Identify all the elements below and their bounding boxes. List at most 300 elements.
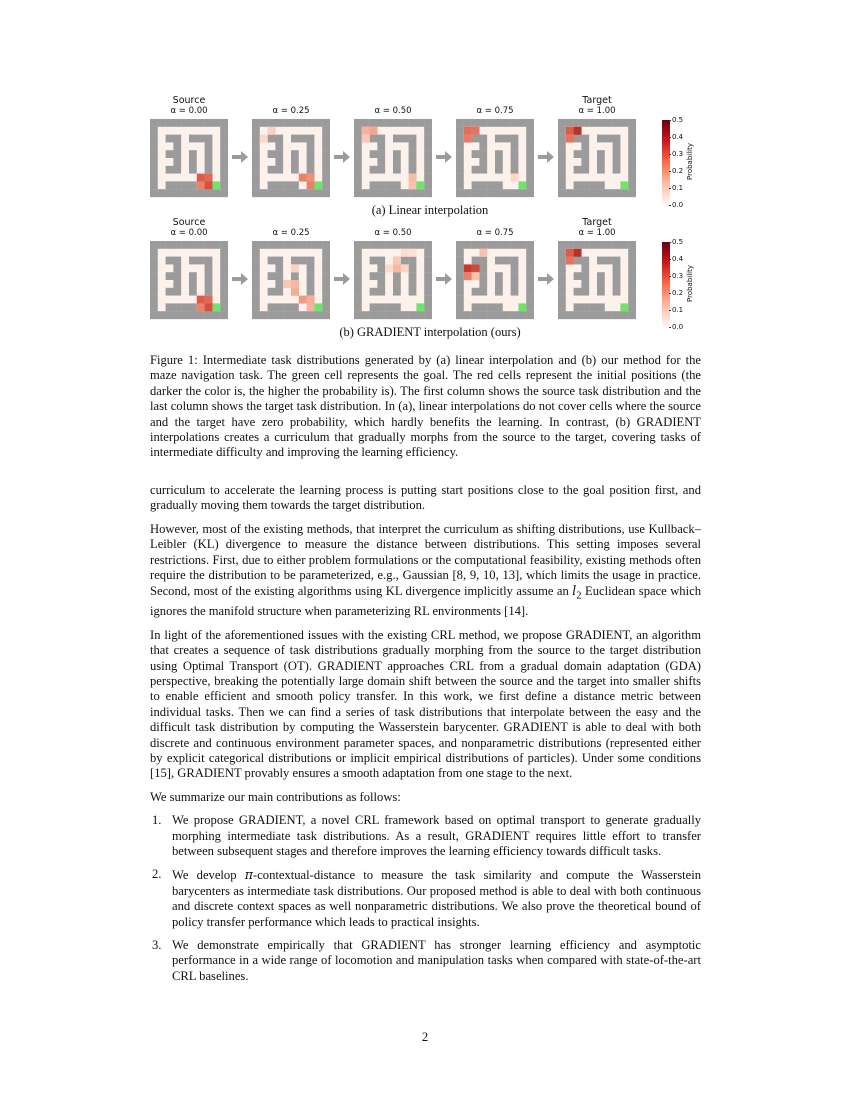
- maze-cell: [314, 257, 322, 265]
- maze-cell: [299, 303, 307, 311]
- maze-grid: [252, 240, 330, 320]
- maze-wall: [511, 142, 519, 150]
- maze-wall: [385, 311, 393, 319]
- maze-wall: [456, 189, 464, 197]
- maze-wall: [212, 311, 220, 319]
- maze-wall: [205, 135, 213, 143]
- maze-wall: [173, 264, 181, 272]
- goal-cell: [620, 303, 628, 311]
- maze-wall: [370, 311, 378, 319]
- maze-cell: [472, 249, 480, 257]
- panel-header: Target: [582, 217, 612, 228]
- maze-cell: [401, 142, 409, 150]
- maze-wall: [189, 272, 197, 280]
- maze-wall: [597, 288, 605, 296]
- list-number: 3.: [152, 938, 162, 953]
- maze-cell: [314, 296, 322, 304]
- maze-wall: [409, 257, 417, 265]
- maze-wall: [291, 181, 299, 189]
- start-probability-cell: [401, 264, 409, 272]
- maze-wall: [354, 288, 362, 296]
- maze-cell: [605, 158, 613, 166]
- maze-wall: [252, 166, 260, 174]
- maze-cell: [197, 127, 205, 135]
- maze-cell: [511, 249, 519, 257]
- maze-wall: [354, 166, 362, 174]
- list-number: 2.: [152, 867, 162, 882]
- maze-wall: [589, 241, 597, 249]
- maze-wall: [299, 119, 307, 127]
- maze-wall: [464, 189, 472, 197]
- maze-wall: [558, 272, 566, 280]
- maze-wall: [385, 189, 393, 197]
- maze-cell: [605, 296, 613, 304]
- maze-cell: [503, 264, 511, 272]
- maze-cell: [197, 166, 205, 174]
- maze-cell: [620, 135, 628, 143]
- maze-cell: [605, 288, 613, 296]
- maze-wall: [197, 257, 205, 265]
- maze-wall: [205, 241, 213, 249]
- maze-wall: [166, 303, 174, 311]
- maze-cell: [377, 296, 385, 304]
- start-probability-cell: [291, 264, 299, 272]
- maze-wall: [370, 257, 378, 265]
- maze-cell: [566, 142, 574, 150]
- maze-wall: [205, 264, 213, 272]
- maze-wall: [464, 241, 472, 249]
- maze-wall: [511, 288, 519, 296]
- maze-wall: [597, 135, 605, 143]
- start-probability-cell: [307, 296, 315, 304]
- maze-cell: [503, 181, 511, 189]
- maze-wall: [479, 303, 487, 311]
- maze-cell: [173, 296, 181, 304]
- maze-wall: [322, 249, 330, 257]
- colorbar-tick: 0.2: [672, 167, 684, 175]
- start-probability-cell: [566, 127, 574, 135]
- maze-cell: [385, 296, 393, 304]
- goal-cell: [620, 181, 628, 189]
- maze-wall: [628, 311, 636, 319]
- maze-cell: [409, 296, 417, 304]
- maze-cell: [416, 257, 424, 265]
- maze-cell: [464, 296, 472, 304]
- maze-wall: [173, 181, 181, 189]
- maze-cell: [574, 174, 582, 182]
- maze-cell: [416, 174, 424, 182]
- start-probability-cell: [409, 174, 417, 182]
- maze-wall: [268, 272, 276, 280]
- maze-cell: [212, 127, 220, 135]
- maze-cell: [581, 296, 589, 304]
- maze-cell: [472, 280, 480, 288]
- maze-wall: [307, 189, 315, 197]
- maze-wall: [252, 135, 260, 143]
- maze-wall: [377, 166, 385, 174]
- contributions-list: [150, 813, 701, 984]
- maze-wall: [511, 166, 519, 174]
- maze-cell: [518, 272, 526, 280]
- maze-cell: [260, 272, 268, 280]
- maze-wall: [566, 119, 574, 127]
- maze-wall: [456, 288, 464, 296]
- maze-wall: [189, 189, 197, 197]
- maze-cell: [464, 181, 472, 189]
- maze-wall: [354, 119, 362, 127]
- maze-wall: [307, 142, 315, 150]
- maze-cell: [260, 166, 268, 174]
- maze-wall: [252, 127, 260, 135]
- maze-wall: [424, 142, 432, 150]
- maze-cell: [503, 296, 511, 304]
- maze-wall: [424, 296, 432, 304]
- maze-wall: [275, 119, 283, 127]
- maze-wall: [150, 158, 158, 166]
- colorbar-tick: 0.3: [672, 272, 684, 280]
- maze-wall: [189, 150, 197, 158]
- maze-wall: [479, 181, 487, 189]
- maze-cell: [158, 296, 166, 304]
- arrow-icon: [232, 151, 248, 163]
- maze-wall: [197, 189, 205, 197]
- maze-cell: [605, 142, 613, 150]
- start-probability-cell: [479, 249, 487, 257]
- maze-cell: [401, 303, 409, 311]
- maze-cell: [362, 296, 370, 304]
- maze-wall: [370, 166, 378, 174]
- maze-wall: [456, 127, 464, 135]
- maze-wall: [150, 296, 158, 304]
- maze-cell: [503, 288, 511, 296]
- maze-wall: [424, 241, 432, 249]
- maze-cell: [495, 127, 503, 135]
- maze-wall: [370, 241, 378, 249]
- maze-wall: [526, 296, 534, 304]
- maze-wall: [628, 241, 636, 249]
- maze-wall: [291, 135, 299, 143]
- maze-cell: [503, 249, 511, 257]
- maze-cell: [597, 142, 605, 150]
- maze-wall: [166, 189, 174, 197]
- maze-wall: [189, 135, 197, 143]
- maze-wall: [268, 150, 276, 158]
- maze-grid: [558, 240, 636, 320]
- maze-wall: [479, 257, 487, 265]
- maze-wall: [558, 150, 566, 158]
- maze-cell: [268, 264, 276, 272]
- maze-wall: [597, 272, 605, 280]
- maze-cell: [173, 174, 181, 182]
- maze-wall: [581, 150, 589, 158]
- maze-wall: [495, 189, 503, 197]
- maze-cell: [212, 166, 220, 174]
- maze-cell: [212, 150, 220, 158]
- maze-cell: [518, 296, 526, 304]
- maze-wall: [377, 311, 385, 319]
- maze-cell: [197, 280, 205, 288]
- maze-wall: [597, 241, 605, 249]
- maze-wall: [158, 119, 166, 127]
- maze-wall: [456, 158, 464, 166]
- maze-wall: [252, 150, 260, 158]
- maze-wall: [574, 166, 582, 174]
- maze-wall: [393, 166, 401, 174]
- maze-cell: [393, 296, 401, 304]
- maze-wall: [495, 158, 503, 166]
- maze-wall: [589, 189, 597, 197]
- maze-wall: [189, 166, 197, 174]
- maze-wall: [526, 280, 534, 288]
- start-probability-cell: [472, 127, 480, 135]
- maze-wall: [409, 272, 417, 280]
- maze-cell: [464, 158, 472, 166]
- maze-cell: [589, 257, 597, 265]
- maze-wall: [581, 311, 589, 319]
- maze-wall: [173, 135, 181, 143]
- maze-wall: [472, 257, 480, 265]
- maze-cell: [275, 174, 283, 182]
- maze-wall: [220, 296, 228, 304]
- maze-cell: [605, 127, 613, 135]
- maze-wall: [511, 264, 519, 272]
- maze-cell: [503, 166, 511, 174]
- maze-cell: [385, 257, 393, 265]
- maze-cell: [613, 127, 621, 135]
- maze-wall: [558, 264, 566, 272]
- maze-wall: [299, 311, 307, 319]
- maze-cell: [385, 249, 393, 257]
- panel-alpha: α = 0.50: [374, 228, 412, 238]
- maze-cell: [605, 166, 613, 174]
- maze-cell: [189, 174, 197, 182]
- maze-cell: [464, 150, 472, 158]
- maze-cell: [416, 280, 424, 288]
- goal-cell: [212, 303, 220, 311]
- maze-wall: [362, 189, 370, 197]
- maze-wall: [613, 288, 621, 296]
- maze-wall: [307, 135, 315, 143]
- maze-wall: [370, 135, 378, 143]
- panel-header: [252, 218, 330, 228]
- maze-wall: [307, 280, 315, 288]
- maze-cell: [181, 288, 189, 296]
- maze-wall: [456, 150, 464, 158]
- maze-wall: [354, 272, 362, 280]
- maze-cell: [487, 158, 495, 166]
- maze-wall: [377, 142, 385, 150]
- maze-wall: [220, 241, 228, 249]
- maze-cell: [370, 142, 378, 150]
- maze-cell: [495, 296, 503, 304]
- maze-wall: [574, 257, 582, 265]
- goal-cell: [518, 303, 526, 311]
- maze-cell: [291, 127, 299, 135]
- maze-cell: [275, 249, 283, 257]
- maze-wall: [354, 174, 362, 182]
- start-probability-cell: [260, 135, 268, 143]
- maze-cell: [158, 166, 166, 174]
- maze-wall: [409, 158, 417, 166]
- maze-cell: [385, 280, 393, 288]
- maze-wall: [268, 303, 276, 311]
- maze-cell: [613, 249, 621, 257]
- maze-cell: [158, 181, 166, 189]
- maze-wall: [526, 249, 534, 257]
- maze-cell: [197, 158, 205, 166]
- maze-cell: [362, 158, 370, 166]
- start-probability-cell: [393, 264, 401, 272]
- maze-cell: [613, 296, 621, 304]
- maze-cell: [597, 296, 605, 304]
- maze-wall: [464, 311, 472, 319]
- maze-wall: [150, 150, 158, 158]
- maze-wall: [526, 303, 534, 311]
- maze-wall: [393, 150, 401, 158]
- maze-cell: [487, 280, 495, 288]
- maze-cell: [385, 150, 393, 158]
- maze-wall: [401, 257, 409, 265]
- maze-wall: [628, 264, 636, 272]
- maze-cell: [409, 127, 417, 135]
- maze-wall: [597, 166, 605, 174]
- maze-cell: [620, 280, 628, 288]
- maze-wall: [181, 181, 189, 189]
- arrow-icon: [538, 151, 554, 163]
- maze-cell: [158, 264, 166, 272]
- maze-cell: [605, 303, 613, 311]
- maze-cell: [260, 257, 268, 265]
- maze-wall: [370, 181, 378, 189]
- maze-cell: [620, 288, 628, 296]
- panel-alpha: α = 1.00: [578, 106, 616, 116]
- maze-wall: [495, 166, 503, 174]
- maze-wall: [322, 280, 330, 288]
- list-item: [150, 938, 701, 984]
- maze-wall: [511, 257, 519, 265]
- maze-wall: [189, 288, 197, 296]
- maze-cell: [605, 272, 613, 280]
- maze-cell: [518, 257, 526, 265]
- maze-cell: [401, 272, 409, 280]
- maze-cell: [487, 264, 495, 272]
- start-probability-cell: [472, 272, 480, 280]
- maze-wall: [409, 150, 417, 158]
- start-probability-cell: [362, 127, 370, 135]
- maze-cell: [260, 158, 268, 166]
- maze-cell: [314, 272, 322, 280]
- maze-wall: [558, 241, 566, 249]
- maze-cell: [260, 150, 268, 158]
- maze-wall: [197, 119, 205, 127]
- maze-wall: [456, 181, 464, 189]
- maze-cell: [181, 272, 189, 280]
- maze-cell: [401, 280, 409, 288]
- maze-wall: [456, 249, 464, 257]
- maze-cell: [299, 127, 307, 135]
- maze-wall: [275, 303, 283, 311]
- maze-wall: [393, 119, 401, 127]
- maze-wall: [291, 158, 299, 166]
- maze-cell: [416, 158, 424, 166]
- maze-grid: [150, 240, 228, 320]
- maze-wall: [409, 189, 417, 197]
- maze-wall: [581, 135, 589, 143]
- maze-cell: [487, 166, 495, 174]
- maze-cell: [260, 181, 268, 189]
- maze-wall: [268, 288, 276, 296]
- maze-wall: [424, 135, 432, 143]
- maze-cell: [314, 166, 322, 174]
- maze-wall: [416, 189, 424, 197]
- maze-wall: [581, 181, 589, 189]
- maze-wall: [189, 181, 197, 189]
- maze-wall: [479, 241, 487, 249]
- maze-cell: [181, 166, 189, 174]
- colorbar-gradient: [662, 120, 670, 204]
- maze-wall: [487, 181, 495, 189]
- maze-wall: [574, 119, 582, 127]
- maze-cell: [166, 264, 174, 272]
- maze-cell: [581, 249, 589, 257]
- maze-wall: [166, 257, 174, 265]
- maze-wall: [220, 166, 228, 174]
- maze-cell: [416, 135, 424, 143]
- maze-cell: [487, 288, 495, 296]
- maze-cell: [605, 150, 613, 158]
- maze-cell: [189, 127, 197, 135]
- maze-cell: [370, 280, 378, 288]
- maze-cell: [511, 296, 519, 304]
- maze-wall: [377, 135, 385, 143]
- maze-wall: [307, 150, 315, 158]
- start-probability-cell: [574, 127, 582, 135]
- maze-cell: [620, 158, 628, 166]
- start-probability-cell: [464, 127, 472, 135]
- maze-wall: [252, 142, 260, 150]
- maze-wall: [558, 280, 566, 288]
- maze-wall: [260, 241, 268, 249]
- maze-wall: [307, 158, 315, 166]
- maze-wall: [314, 311, 322, 319]
- maze-wall: [574, 272, 582, 280]
- maze-wall: [613, 150, 621, 158]
- goal-cell: [518, 181, 526, 189]
- maze-wall: [495, 257, 503, 265]
- maze-cell: [291, 296, 299, 304]
- maze-cell: [166, 296, 174, 304]
- maze-wall: [252, 119, 260, 127]
- maze-wall: [291, 119, 299, 127]
- maze-wall: [385, 181, 393, 189]
- maze-cell: [518, 280, 526, 288]
- maze-wall: [291, 303, 299, 311]
- maze-wall: [252, 158, 260, 166]
- maze-wall: [456, 272, 464, 280]
- maze-cell: [479, 127, 487, 135]
- panel-header: Source: [172, 217, 206, 228]
- maze-wall: [487, 189, 495, 197]
- maze-wall: [628, 150, 636, 158]
- maze-wall: [322, 311, 330, 319]
- maze-wall: [613, 264, 621, 272]
- maze-wall: [581, 264, 589, 272]
- maze-grid: [252, 118, 330, 198]
- maze-wall: [158, 311, 166, 319]
- maze-panel: [456, 218, 534, 320]
- maze-wall: [314, 119, 322, 127]
- panel-header: Source: [172, 95, 206, 106]
